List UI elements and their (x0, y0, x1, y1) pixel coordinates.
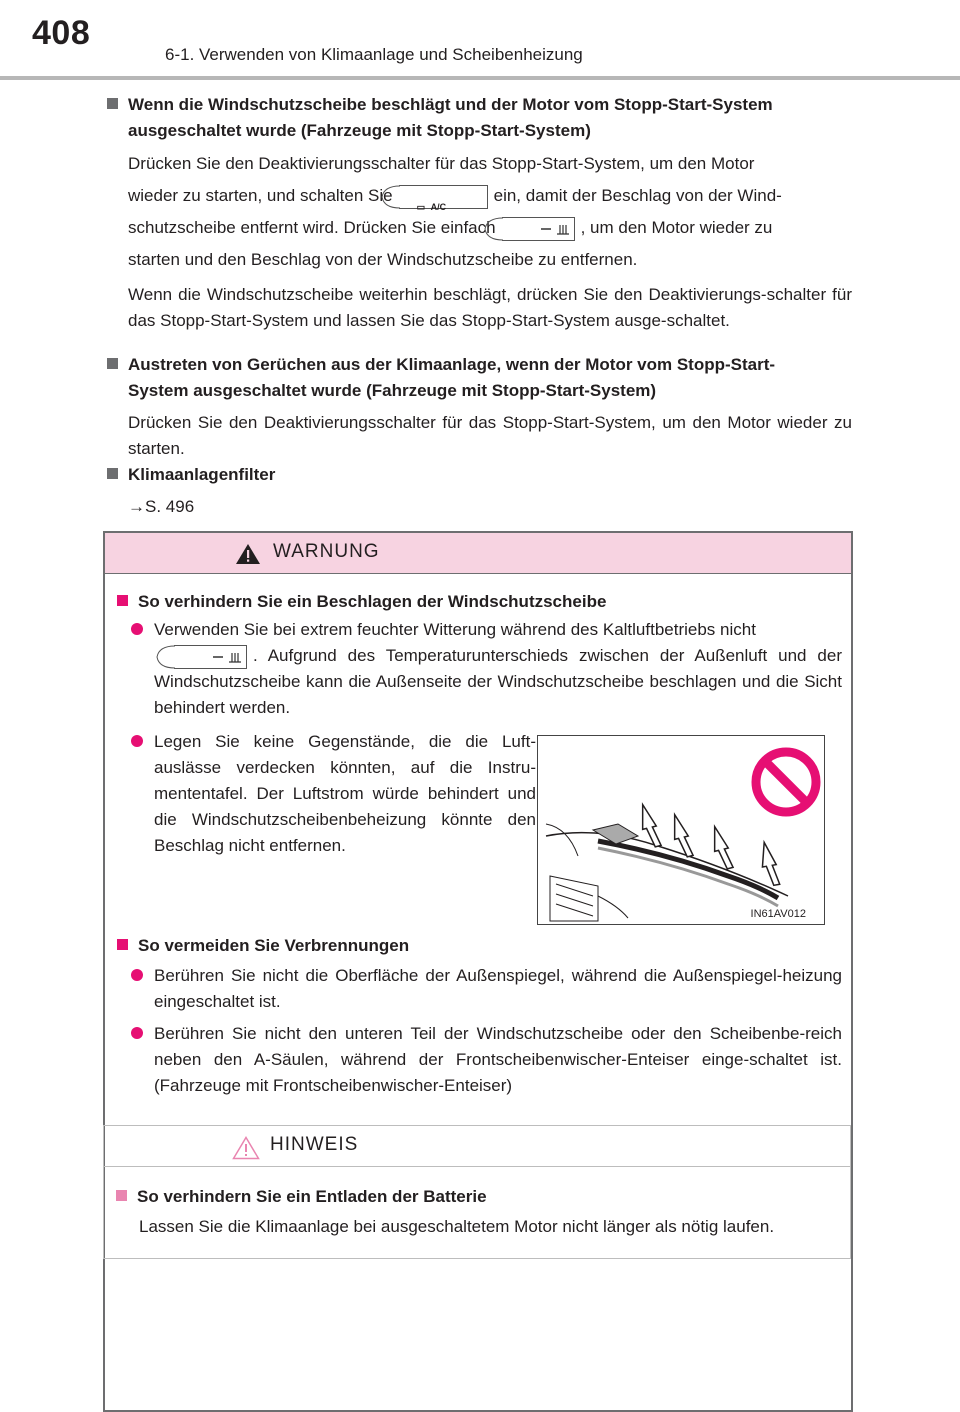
note-title: HINWEIS (270, 1134, 359, 1155)
page-header (0, 0, 960, 80)
vent-airflow-figure (538, 736, 824, 924)
note-text: Lassen Sie die Klimaanlage bei ausgeschaltetem Motor nicht länger als nötig laufen. (139, 1217, 775, 1236)
page-reference: →S. 496 (128, 497, 195, 516)
square-bullet-icon (117, 939, 128, 950)
prohibited-icon (756, 752, 816, 812)
warning-bullet-vents: Legen Sie keine Gegenstände, die die Luft-auslässe verdecken könnten, auf die Instru-mententafel. Der Luftstrom würde behindert und die Windschutzscheibenbeheizung könnte den Beschlag nicht entfernen. (131, 729, 536, 859)
figure-code: IN61AV012 (750, 908, 806, 920)
note-section-heading: So verhindern Sie ein Entladen der Batterie (116, 1184, 841, 1210)
section-fogged-windshield (107, 92, 852, 334)
section-paragraph: Drücken Sie den Deaktivierungsschalter für das Stopp-Start-System, um den Motor wieder zu starten. (128, 413, 852, 458)
warning-section-heading: So verhindern Sie ein Beschlagen der Windschutzscheibe (117, 589, 842, 615)
section-heading: Klimaanlagenfilter (107, 462, 852, 488)
warning-triangle-icon (235, 543, 261, 565)
note-box (103, 1125, 851, 1259)
square-bullet-icon (107, 468, 118, 479)
warning-bullet: Berühren Sie nicht die Oberfläche der Außenspiegel, während die Außenspiegel-heizung eingeschaltet ist. (117, 963, 842, 1015)
front-defroster-button-icon (174, 645, 247, 669)
square-bullet-icon (117, 595, 128, 606)
section-paragraph: Drücken Sie den Deaktivierungsschalter für das Stopp-Start-System, um den Motor wieder zu starten, und schalten Sie ▭ A/C ein, damit der Beschlag von der Wind- schutzscheibe entfernt wird. Drücken Sie einfach , um den Motor wieder zu starten und den Beschlag von der Windschutzscheibe zu entfernen. (128, 154, 782, 269)
square-bullet-icon (107, 358, 118, 369)
chapter-title: 6-1. Verwenden von Klimaanlage und Scheibenheizung (165, 45, 583, 64)
note-section-battery (116, 1184, 841, 1240)
section-heading: Austreten von Gerüchen aus der Klimaanlage, wenn der Motor vom Stopp-Start- (107, 352, 852, 378)
section-heading-cont: ausgeschaltet wurde (Fahrzeuge mit Stopp-Start-System) (128, 121, 591, 140)
warning-section-heading: So vermeiden Sie Verbrennungen (117, 933, 842, 959)
note-header (104, 1126, 850, 1167)
warning-header (105, 533, 851, 574)
dot-bullet-icon (131, 969, 143, 981)
warning-section-burns (117, 933, 842, 1099)
section-odors (107, 352, 852, 462)
warning-bullet: Verwenden Sie bei extrem feuchter Witterung während des Kaltluftbetriebs nicht . Aufgrund des Temperaturunterschieds zwischen der Außenluft und der Windschutzscheibe kann die Außenseite der Windschutzscheibe beschlagen und die Sicht behindert werden. (117, 617, 842, 721)
square-bullet-icon (116, 1190, 127, 1201)
dot-bullet-icon (131, 623, 143, 635)
section-heading: Wenn die Windschutzscheibe beschlägt und der Motor vom Stopp-Start-System (107, 92, 852, 118)
square-bullet-icon (107, 98, 118, 109)
warning-bullet: Berühren Sie nicht den unteren Teil der Windschutzscheibe oder den Scheibenbe-reich neben den A-Säulen, während der Frontscheibenwischer-Enteiser einge-schaltet ist. (Fahrzeuge mit Frontscheibenwischer-Enteiser) (117, 1021, 842, 1099)
dot-bullet-icon (131, 735, 143, 747)
section-heading-cont: System ausgeschaltet wurde (Fahrzeuge mit Stopp-Start-System) (128, 381, 657, 400)
header-divider (0, 76, 960, 80)
notice-triangle-icon (232, 1136, 260, 1160)
warning-section-fogging (117, 589, 842, 721)
warning-title: WARNUNG (273, 541, 380, 562)
warning-box (103, 531, 853, 1412)
ac-button-icon: ▭ A/C (399, 185, 488, 209)
dot-bullet-icon (131, 1027, 143, 1039)
front-defroster-button-icon (502, 217, 575, 241)
page-number: 408 (32, 14, 91, 52)
section-paragraph-2: Wenn die Windschutzscheibe weiterhin beschlägt, drücken Sie den Deaktivierungs-schalter für das Stopp-Start-System und lassen Sie das Stopp-Start-System ausge-schaltet. (128, 285, 852, 330)
section-filter (107, 462, 852, 520)
dashboard-vents-illustration (537, 735, 825, 925)
